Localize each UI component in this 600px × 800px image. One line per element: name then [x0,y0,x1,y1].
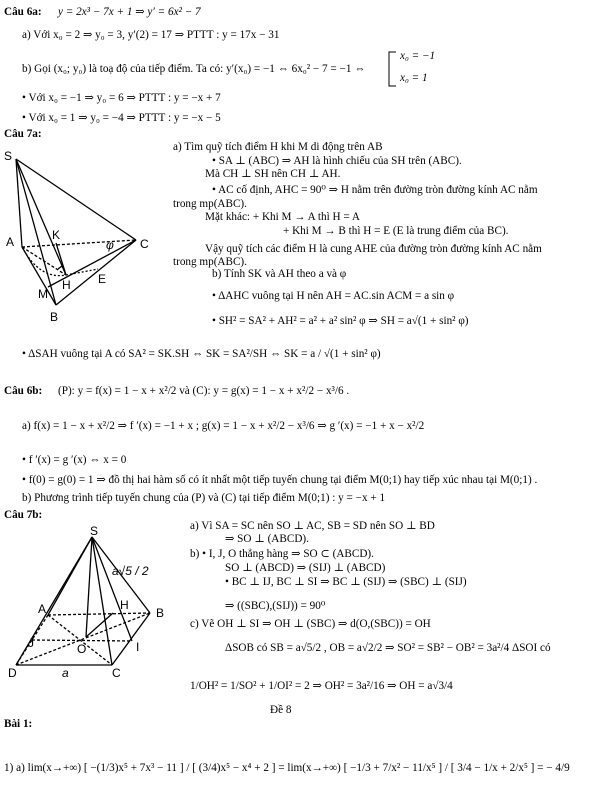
c6a-case-1: x₀ = −1 [400,50,436,62]
c7b-label-S: S [90,525,99,538]
c7b-line-3: b) • I, J, O thẳng hàng ⇒ SO ⊂ (ABCD). [190,548,374,560]
c7b-figure [0,525,180,685]
c7b-label-J: J [28,636,34,650]
c7a-line-11: • ΔAHC vuông tại H nên AH = AC.sin ACM = a sin φ [212,290,455,302]
c6b-part-b: b) Phương trình tiếp tuyến chung của (P) và (C) tại tiếp điểm M(0;1) : y = −x + 1 [22,492,386,504]
c6a-point-1: • Với x₀ = −1 ⇒ y₀ = 6 ⇒ PTTT : y = −x + 7 [22,92,221,104]
c6b-bullet-1: • f ′(x) = g ′(x) ⇔ x = 0 [22,454,127,466]
c7b-label-a: a [62,666,69,680]
c6b-heading: Câu 6b: [4,385,43,397]
c7b-line-5: • BC ⊥ IJ, BC ⊥ SI ⇒ BC ⊥ (SIJ) ⇒ (SBC) ⊥ (SIJ) [225,576,467,588]
c7a-label-C: C [140,237,149,251]
c7b-label-O: O [77,642,87,656]
c7a-line-10: b) Tính SK và AH theo a và φ [212,268,347,280]
c7b-line-8: ΔSOB có SB = a√5/2 , OB = a√2/2 ⇒ SO² = SB² − OB² = 3a²/4 ΔSOI có [225,642,551,654]
c7b-label-I: I [136,640,140,654]
c7a-label-K: K [52,228,61,242]
c7b-line-7: c) Vẽ OH ⊥ SI ⇒ OH ⊥ (SBC) ⇒ d(O,(SBC)) = OH [190,618,431,630]
c7b-label-A: A [38,602,47,616]
c6b-intro: (P): y = f(x) = 1 − x + x²/2 và (C): y = g(x) = 1 − x + x²/2 − x³/6 . [58,385,350,397]
c7b-label-D: D [8,666,17,680]
c6a-case-bracket [386,50,398,88]
c7a-label-A: A [6,235,15,249]
c6b-part-a: a) f(x) = 1 − x + x²/2 ⇒ f ′(x) = −1 + x ; g(x) = 1 − x + x²/2 − x³/6 ⇒ g ′(x) = −1 + x − x²/2 [22,420,425,432]
c7a-figure [0,145,170,325]
c7a-label-phi: φ [106,238,114,252]
c6b-bullet-2: • f(0) = g(0) = 1 ⇒ đồ thị hai hàm số có ít nhất một tiếp tuyến chung tại điểm M(0;1) hay tiếp xúc nhau tại M(0;1) . [22,474,538,486]
c7a-line-1: a) Tìm quỹ tích điểm H khi M di động trên AB [173,141,383,153]
c7a-sah: • ΔSAH vuông tại A có SA² = SK.SH ⇔ SK = SA²/SH ⇔ SK = a / √(1 + sin² φ) [22,348,381,360]
c7b-line-4: SO ⊥ (ABCD) ⇒ (SIJ) ⊥ (ABCD) [225,562,386,574]
c7b-line-2: ⇒ SO ⊥ (ABCD). [225,533,309,545]
c7a-label-M: M [38,287,48,301]
c7b-line-6: ⇒ ((SBC),(SIJ)) = 90⁰ [225,600,326,612]
page-footer: Đề 8 [270,704,292,716]
c7a-label-E: E [98,272,107,286]
c7b-label-C: C [112,666,121,680]
c7a-line-4: • AC cố định, AHC = 90⁰ ⇒ H nằm trên đường tròn đường kính AC nằm [212,184,538,196]
bai1-heading: Bài 1: [4,718,33,730]
c7a-label-S: S [4,149,13,163]
c7a-label-H: H [62,278,71,292]
c7a-line-2: • SA ⊥ (ABC) ⇒ AH là hình chiếu của SH trên (ABC). [212,155,462,167]
c7a-line-8: Vậy quỹ tích các điểm H là cung AHE của đường tròn đường kính AC nằm [205,243,542,255]
c6a-part-a: a) Với x₀ = 2 ⇒ y₀ = 3, y′(2) = 17 ⇒ PTTT : y = 17x − 31 [22,29,280,41]
c7a-line-3: Mà CH ⊥ SH nên CH ⊥ AH. [205,168,341,180]
c6a-heading: Câu 6a: [4,6,42,18]
c7b-line-9: 1/OH² = 1/SO² + 1/OI² = 2 ⇒ OH² = 3a²/16 ⇒ OH = a√3/4 [190,680,453,692]
c7a-line-6: Mặt khác: + Khi M → A thì H = A [205,211,360,223]
c7b-label-B: B [156,606,165,620]
c7a-line-12: • SH² = SA² + AH² = a² + a² sin² φ ⇒ SH = a√(1 + sin² φ) [212,315,469,327]
c7a-line-7: + Khi M → B thì H = E (E là trung điểm của BC). [283,225,509,237]
c6a-part-b: b) Gọi (x₀; y₀) là toạ độ của tiếp điểm. Ta có: y′(x₀) = −1 ⇔ 6x₀² − 7 = −1 ⇔ [22,63,366,75]
c7a-heading: Câu 7a: [4,128,42,140]
c7b-label-H: H [120,598,129,612]
c7b-heading: Câu 7b: [4,509,43,521]
c7b-label-length: a√5 / 2 [112,564,149,578]
c7a-line-9: trong mp(ABC). [173,256,247,268]
c7a-label-B: B [50,310,59,324]
c7a-line-5: trong mp(ABC). [173,198,247,210]
bai1-part-1a: 1) a) lim(x→+∞) [ −(1/3)x⁵ + 7x³ − 11 ] / [ (3/4)x⁵ − x⁴ + 2 ] = lim(x→+∞) [ −1/3 + 7/x² − 11/x⁵ ] / [ 3/4 − 1/x + 2/x⁵ ] = − 4/9 [4,762,570,774]
c7b-line-1: a) Vì SA = SC nên SO ⊥ AC, SB = SD nên SO ⊥ BD [190,520,435,532]
c6a-case-2: x₀ = 1 [400,72,428,84]
c6a-point-2: • Với x₀ = 1 ⇒ y₀ = −4 ⇒ PTTT : y = −x − 5 [22,112,221,124]
c6a-equation: y = 2x³ − 7x + 1 ⇒ y′ = 6x² − 7 [58,6,201,18]
